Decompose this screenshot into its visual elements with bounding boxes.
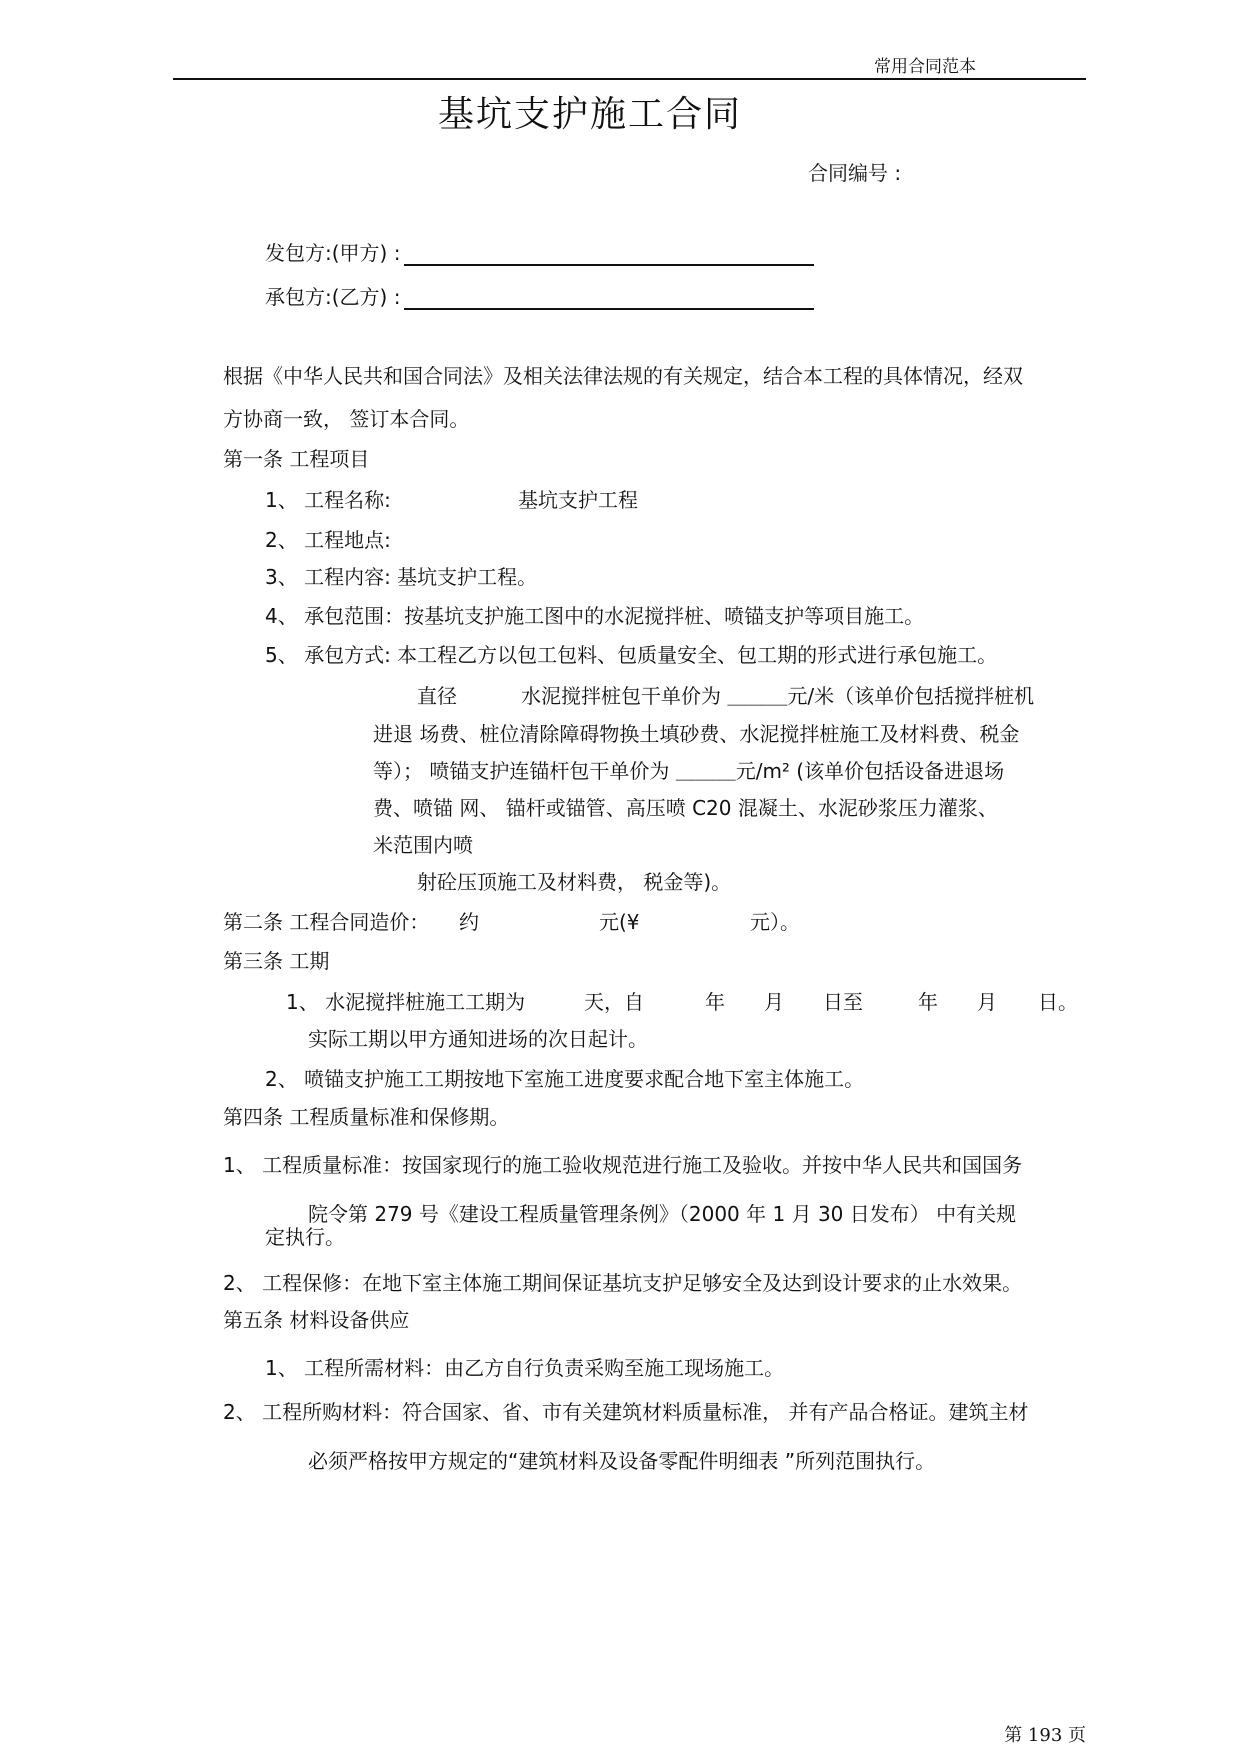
article-5-item-2-line-2: 必须严格按甲方规定的“建筑材料及设备零配件明细表 ”所列范围执行。 [308, 1449, 936, 1473]
article-4-item-2: 2、 工程保修：在地下室主体施工期间保证基坑支护足够安全及达到设计要求的止水效果。 [223, 1271, 1023, 1295]
article-1-para-line-4: 费、喷锚 网、 锚杆或锚管、高压喷 C20 混凝土、水泥砂浆压力灌浆、 [373, 796, 998, 820]
article-1-item-2: 2、 工程地点: [265, 528, 391, 552]
party-a-row [265, 237, 814, 266]
party-b-blank [404, 288, 814, 310]
article-1-item-5: 5、 承包方式: 本工程乙方以包工包料、包质量安全、包工期的形式进行承包施工。 [265, 643, 998, 667]
article-1-item-1-value: 基坑支护工程 [518, 488, 638, 512]
page-number: 第 193 页 [1004, 1725, 1086, 1746]
article-3-item-1-d: 月 [764, 990, 784, 1014]
party-b-label: 承包方:(乙方) : [265, 285, 401, 309]
article-3-item-1-c: 年 [705, 990, 725, 1014]
contract-number-label: 合同编号 : [808, 161, 902, 185]
article-1-para-line-3: 等）； 喷锚支护连锚杆包干单价为 ＿＿＿元/m² (该单价包括设备进退场 [373, 759, 1005, 783]
article-1-title: 第一条 工程项目 [223, 447, 370, 471]
article-3-item-2: 2、 喷锚支护施工工期按地下室施工进度要求配合地下室主体施工。 [265, 1067, 865, 1091]
article-1-para-line-1: 水泥搅拌桩包干单价为 ＿＿＿元/米（该单价包括搅拌桩机 [521, 684, 1035, 708]
article-4-title: 第四条 工程质量标准和保修期。 [223, 1105, 510, 1129]
article-4-item-1-line-3: 定执行。 [265, 1225, 345, 1249]
article-3-item-1-a: 1、 水泥搅拌桩施工工期为 [286, 990, 526, 1014]
article-2-close: 元）。 [750, 910, 800, 934]
article-3-item-1-f: 年 [918, 990, 938, 1014]
article-1-para-line-6: 射砼压顶施工及材料费， 税金等)。 [417, 870, 732, 894]
article-2-yuan: 元(¥ [599, 910, 640, 934]
article-1-para-diameter: 直径 [417, 684, 457, 708]
article-3-item-1-line-2: 实际工期以甲方通知进场的次日起计。 [308, 1027, 648, 1051]
article-3-item-1-g: 月 [977, 990, 997, 1014]
article-5-item-1: 1、 工程所需材料：由乙方自行负责采购至施工现场施工。 [265, 1356, 785, 1380]
article-1-item-3: 3、 工程内容: 基坑支护工程。 [265, 565, 538, 589]
article-4-item-1: 1、 工程质量标准：按国家现行的施工验收规范进行施工及验收。并按中华人民共和国国务 [223, 1153, 1023, 1177]
article-3-title: 第三条 工期 [223, 949, 330, 973]
header-label: 常用合同范本 [874, 57, 976, 77]
intro-line-1: 根据《中华人民共和国合同法》及相关法律法规的有关规定，结合本工程的具体情况，经双 [223, 364, 1023, 388]
article-5-item-2: 2、 工程所购材料：符合国家、省、市有关建筑材料质量标准， 并有产品合格证。建筑主材 [223, 1400, 1029, 1424]
party-b-row [265, 281, 814, 310]
article-2-approx: 约 [459, 910, 479, 934]
document-title: 基坑支护施工合同 [437, 94, 742, 135]
article-1-item-1-label: 1、 工程名称: [265, 488, 391, 512]
article-4-item-1-line-2: 院令第 279 号《建设工程质量管理条例》（2000 年 1 月 30 日发布） 中有关规 [308, 1202, 1017, 1226]
article-5-title: 第五条 材料设备供应 [223, 1308, 410, 1332]
article-1-para-line-5: 米范围内喷 [373, 833, 473, 857]
party-a-label: 发包方:(甲方) : [265, 241, 401, 265]
header-rule [173, 78, 1086, 80]
article-1-item-4: 4、 承包范围：按基坑支护施工图中的水泥搅拌桩、喷锚支护等项目施工。 [265, 604, 925, 628]
intro-line-2: 方协商一致， 签订本合同。 [223, 407, 470, 431]
party-a-blank [404, 244, 814, 266]
article-3-item-1-b: 天，自 [584, 990, 644, 1014]
article-3-item-1-h: 日。 [1038, 990, 1078, 1014]
article-3-item-1-e: 日至 [823, 990, 863, 1014]
article-2-title: 第二条 工程合同造价： [223, 910, 430, 934]
article-1-para-line-2: 进退 场费、桩位清除障碍物换土填砂费、水泥搅拌桩施工及材料费、税金 [373, 722, 1020, 746]
